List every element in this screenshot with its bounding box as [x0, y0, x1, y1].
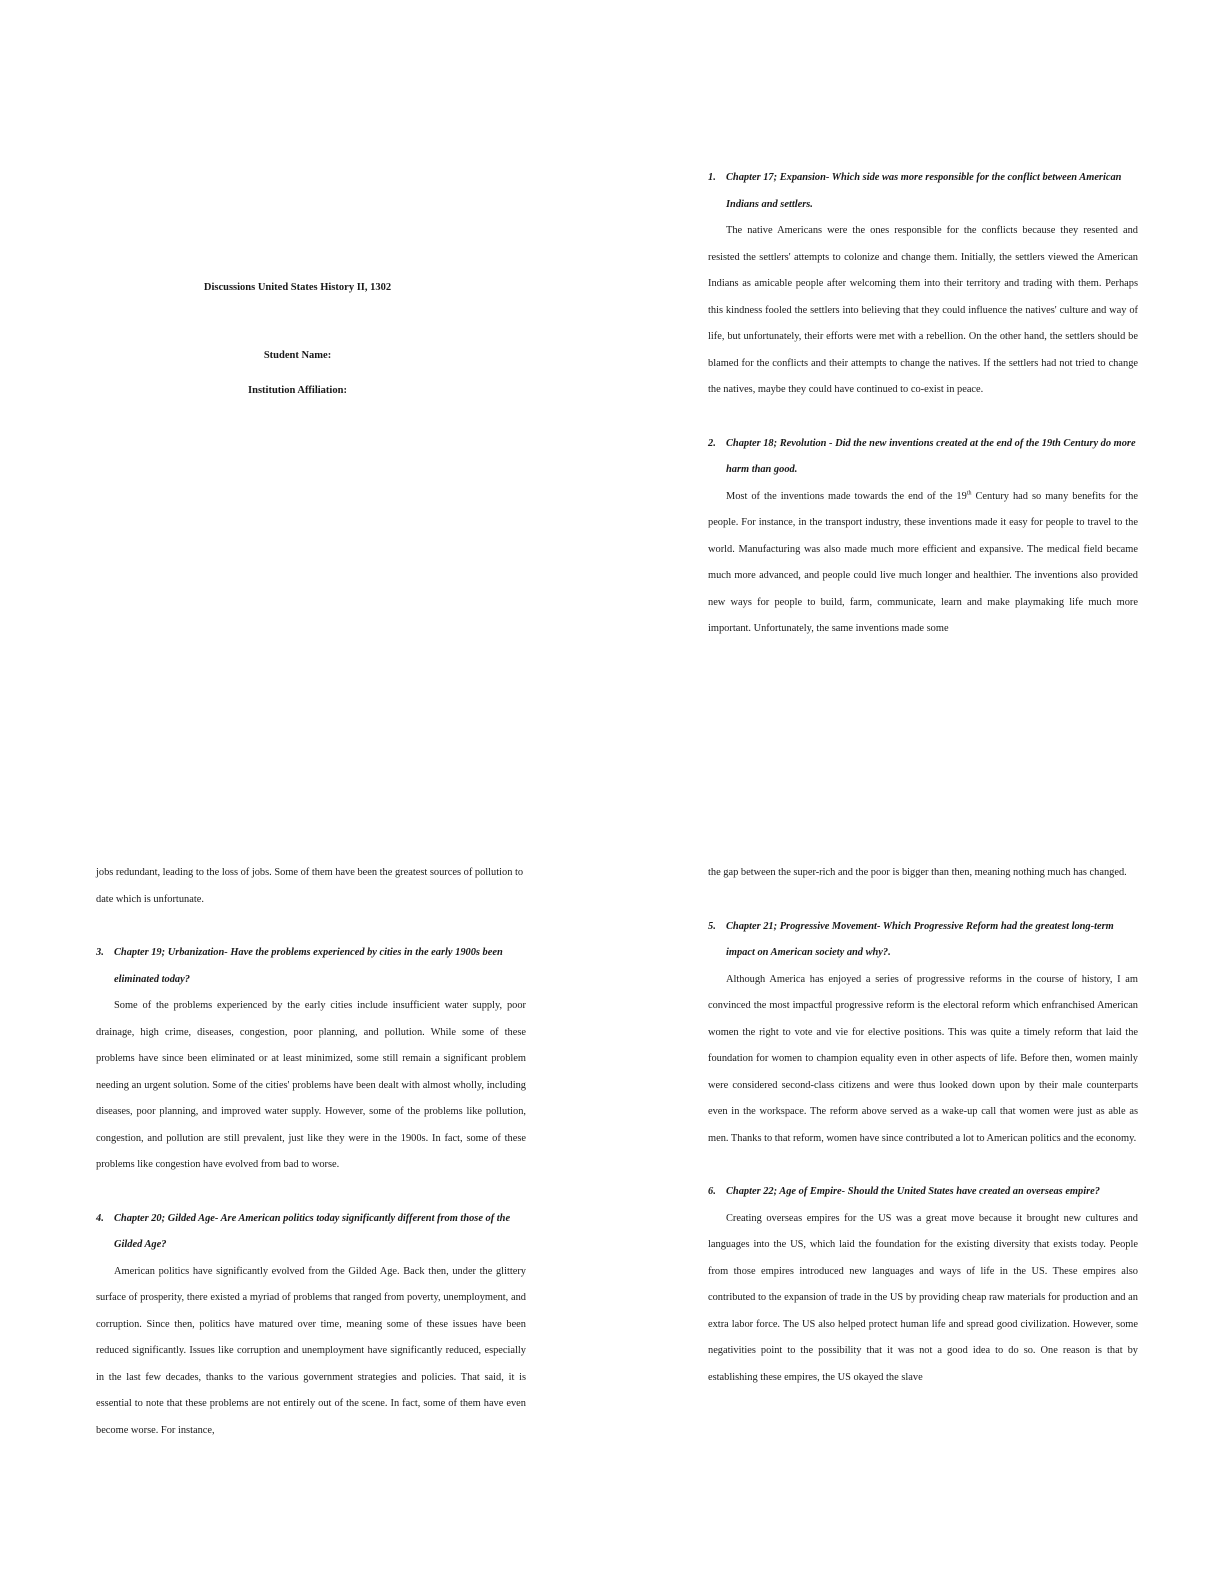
question-title: Chapter 21; Progressive Movement- Which Progressive Reform had the greatest long-term impact on American society and why?. — [726, 920, 1114, 958]
question-5-heading — [708, 914, 1138, 967]
answer-5-paragraph: Although America has enjoyed a series of progressive reforms in the course of history, I am convinced the most impactful progressive reform is the electoral reform which enfranchised American women the right to vote and vie for elective positions. This was quite a timely reform that laid the foundation for women to champion equality even in other aspects of life. Before then, women mainly were considered second-class citizens and were thus looked down upon by their male counterparts even in the workspace. The reform above served as a wake-up call that women were just as able as men. Thanks to that reform, women have since contributed a lot to American politics and the economy. — [708, 973, 1138, 1144]
question-number: 3. — [96, 947, 104, 958]
question-title: Chapter 20; Gilded Age- Are American politics today significantly different from those of the Gilded Age? — [114, 1212, 511, 1250]
superscript: th — [966, 490, 972, 497]
answer-6-paragraph: Creating overseas empires for the US was a great move because it brought new cultures and languages into the US, which laid the foundation for the existing diversity that exists today. People from those empires introduced new languages and ways of life in the US. These empires also contributed to the expansion of trade in the US by providing cheap raw materials for production and an extra labor force. The US also helped protect human life and spread good civilization. However, some negativities point to the possibility that it was not a good idea to do so. One reason is that by establishing these empires, the US okayed the slave — [708, 1212, 1138, 1383]
answer-text: Century had so many benefits for the people. For instance, in the transport industry, these inventions made it easy for people to travel to the world. Manufacturing was also made much more efficient and expansive. The medical field became much more advanced, and people could live much longer and healthier. The inventions also provided new ways for people to build, farm, communicate, learn and make playmaking life much more important. Unfortunately, the same inventions made some — [708, 490, 1138, 634]
question-number: 4. — [96, 1212, 104, 1224]
question-4-heading — [96, 1206, 526, 1259]
question-title: Chapter 19; Urbanization- Have the problems experienced by cities in the early 1900s been eliminated today? — [114, 947, 503, 985]
question-6-heading — [708, 1179, 1138, 1206]
answer-4-paragraph: American politics have significantly evolved from the Gilded Age. Back then, under the glittery surface of prosperity, there existed a myriad of problems that ranged from poverty, unemployment, and corruption. Since then, politics have matured over time, meaning some of these issues have been reduced significantly. Issues like corruption and unemployment have significantly reduced, especially in the last few decades, thanks to the various government strategies and policies. That said, it is essential to note that these problems are not entirely out of the scene. In fact, some of them have even become worse. For instance, — [96, 1265, 526, 1436]
answer-text: Most of the inventions made towards the end of the 19 — [726, 490, 967, 502]
question-number: 2. — [708, 437, 716, 449]
answer-1-paragraph: The native Americans were the ones responsible for the conflicts because they resented and resisted the settlers' attempts to colonize and change them. Initially, the settlers viewed the American Indians as amicable people after welcoming them into their territory and trading with them. Perhaps this kindness fooled the settlers into believing that they could influence the natives' culture and way of life, but unfortunately, their efforts were met with a rebellion. On the other hand, the settlers should be blamed for the conflicts and their attempts to change the natives. If the settlers had not tried to change the natives, maybe they could have continued to co-exist in peace. — [708, 225, 1138, 395]
institution-label: Institution Affiliation: — [248, 385, 347, 396]
question-number: 5. — [708, 920, 716, 932]
page-4-content — [708, 860, 1138, 1391]
question-number: 1. — [708, 172, 716, 183]
document-title: Discussions United States History II, 1302 — [203, 282, 392, 293]
question-number: 6. — [708, 1186, 716, 1197]
question-title: Chapter 22; Age of Empire- Should the United States have created an overseas empire? — [726, 1186, 1100, 1197]
page-2-content — [708, 165, 1138, 643]
answer-2-paragraph — [708, 484, 1138, 643]
page-3 — [0, 792, 612, 1584]
question-title: Chapter 18; Revolution - Did the new inventions created at the end of the 19th Century do more harm than good. — [726, 437, 1136, 475]
page-4 — [612, 792, 1224, 1584]
question-3-heading — [96, 940, 526, 993]
question-1-heading — [708, 165, 1138, 218]
answer-3-paragraph: Some of the problems experienced by the early cities include insufficient water supply, poor drainage, high crime, diseases, congestion, poor planning, and pollution. While some of these problems have since been eliminated or at least minimized, some still remain a significant problem needing an urgent solution. Some of the cities' problems have been dealt with almost wholly, including diseases, poor planning, and improved water supply. However, some of the problems like pollution, congestion, and pollution are still prevalent, just like they were in the 1900s. In fact, some of these problems like congestion have evolved from bad to worse. — [96, 1000, 526, 1170]
page-2 — [612, 0, 1224, 792]
continued-paragraph: the gap between the super-rich and the poor is bigger than then, meaning nothing much has changed. — [708, 867, 1127, 878]
page-cover — [0, 0, 612, 792]
question-2-heading — [708, 431, 1138, 484]
page-3-content — [96, 860, 526, 1444]
student-name-label: Student Name: — [263, 350, 332, 361]
question-title: Chapter 17; Expansion- Which side was more responsible for the conflict between American Indians and settlers. — [726, 172, 1122, 210]
continued-paragraph: jobs redundant, leading to the loss of jobs. Some of them have been the greatest sources of pollution to date which is unfortunate. — [96, 867, 524, 905]
